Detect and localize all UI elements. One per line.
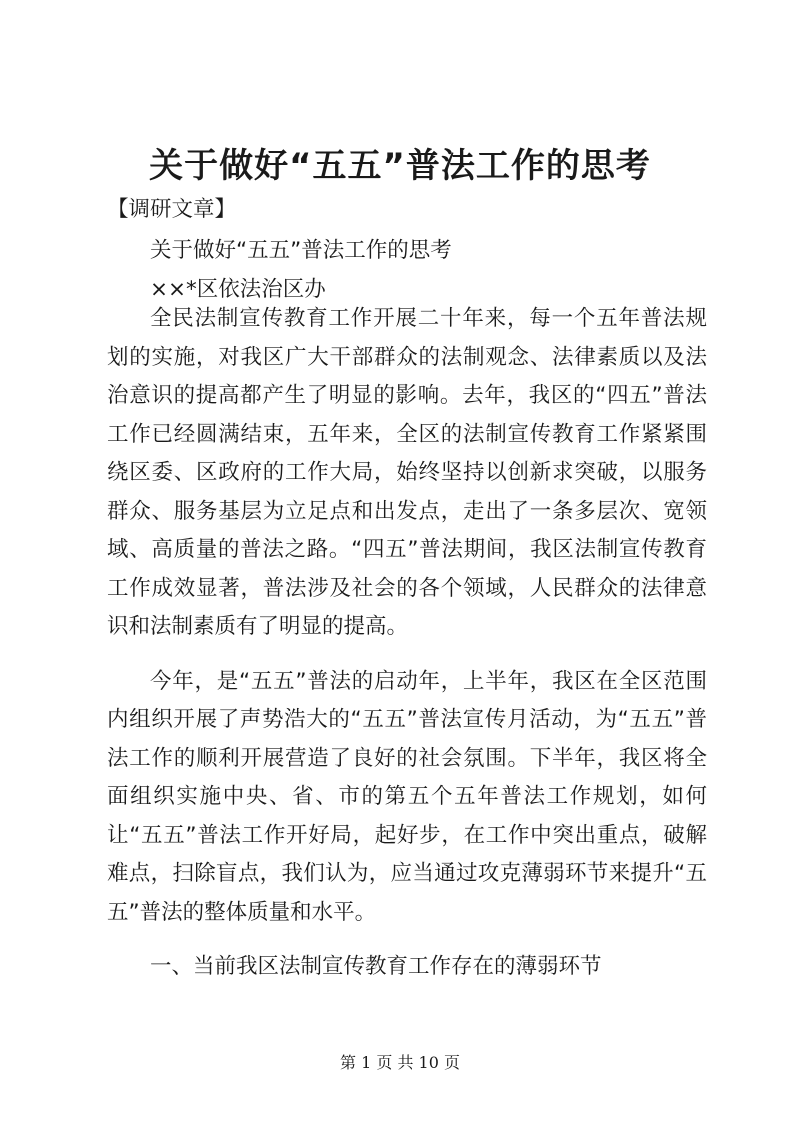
section-heading: 一、当前我区法制宣传教育工作存在的薄弱环节 [150,954,602,979]
page-number: 第 1 页 共 10 页 [340,1053,460,1072]
author-line: ××*区依法治区办 [150,277,326,302]
document-body [107,300,707,1003]
document-title: 关于做好“五五”普法工作的思考 [149,146,651,186]
paragraph: 全民法制宣传教育工作开展二十年来，每一个五年普法规划的实施，对我区广大干部群众的法制观念、法律素质以及法治意识的提高都产生了明显的影响。去年，我区的“四五”普法工作已经圆满结束，五年来，全区的法制宣传教育工作紧紧围绕区委、区政府的工作大局，始终坚持以创新求突破，以服务群众、服务基层为立足点和出发点，走出了一条多层次、宽领域、高质量的普法之路。“四五”普法期间，我区法制宣传教育工作成效显著，普法涉及社会的各个领域，人民群众的法律意识和法制素质有了明显的提高。 [107,306,707,639]
category-label: 【调研文章】 [107,197,237,222]
subtitle: 关于做好“五五”普法工作的思考 [150,238,452,263]
paragraph: 今年，是“五五”普法的启动年，上半年，我区在全区范围内组织开展了声势浩大的“五五”普法宣传月活动，为“五五”普法工作的顺利开展营造了良好的社会氛围。下半年，我区将全面组织实施中央、省、市的第五个五年普法工作规划，如何让“五五”普法工作开好局，起好步，在工作中突出重点，破解难点，扫除盲点，我们认为，应当通过攻克薄弱环节来提升“五五”普法的整体质量和水平。 [107,668,707,925]
